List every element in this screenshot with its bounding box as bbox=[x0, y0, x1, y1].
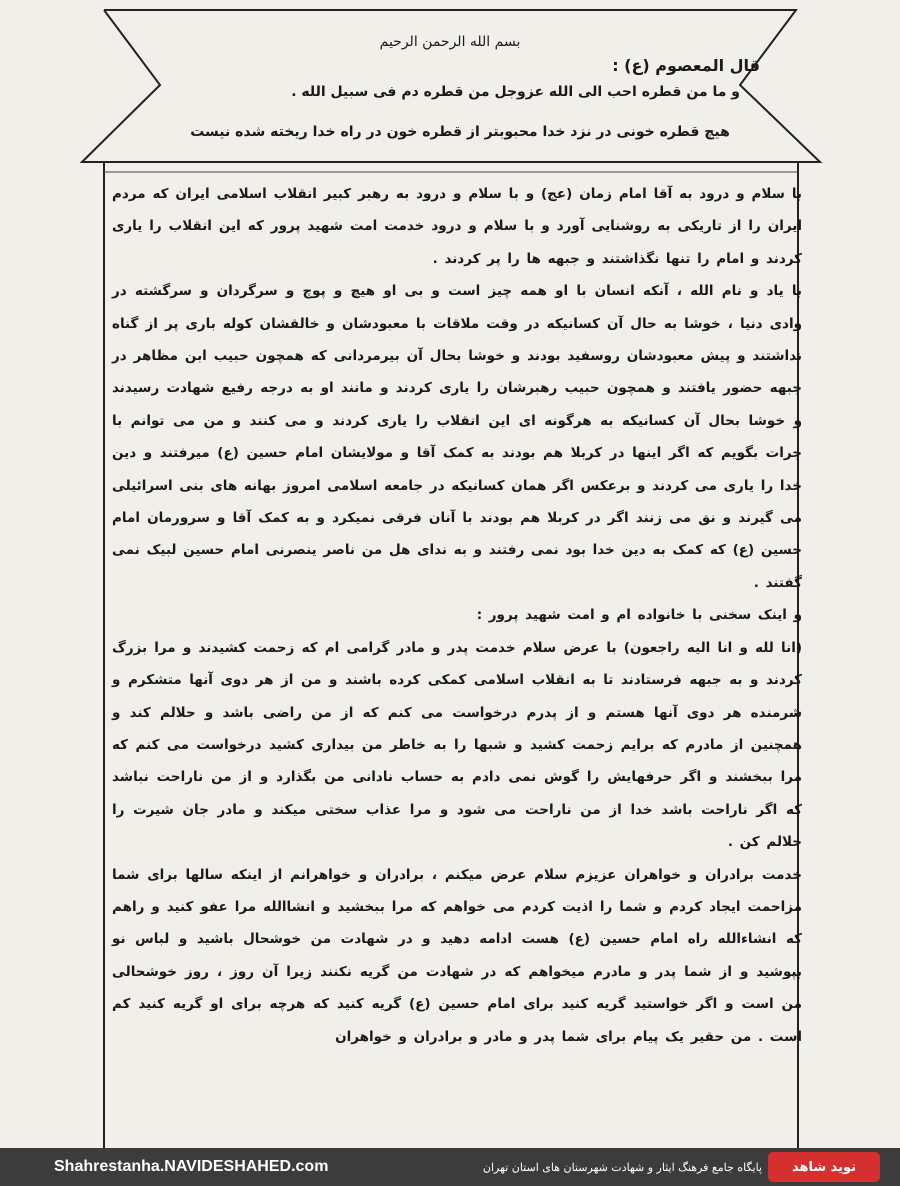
persian-translation: هیچ قطره خونی در نزد خدا محبوبتر از قطره خون در راه خدا ریخته شده نیست bbox=[190, 124, 730, 140]
site-url-link[interactable]: Shahrestanha.NAVIDESHAHED.com bbox=[54, 1158, 329, 1175]
paragraph-address: و اینک سخنی با خانواده ام و امت شهید پرور : bbox=[476, 607, 802, 624]
footer-tagline: پایگاه جامع فرهنگ ایثار و شهادت شهرستان های استان تهران bbox=[482, 1160, 762, 1174]
paragraph-greeting: با سلام و درود به آقا امام زمان (عج) و با سلام و درود به رهبر کبیر انقلاب اسلامی ایران که مردم ایران را از تاریکی به روشنایی آورد و با سلام و درود خدمت امت شهید پرور که این انقلاب را یاری کردند و امام را تنها نگذاشتند و جبهه ها را پر کردند . bbox=[112, 186, 802, 267]
navideshahed-logo-icon[interactable]: نوید شاهد bbox=[768, 1152, 880, 1182]
paragraph-main: با یاد و نام الله ، آنکه انسان با او همه چیز است و بی او هیچ و پوچ و سرگردان و سرگشته در وادی دنیا ، خوشا به حال آن کسانیکه در وقت ملاقات با معبودشان و خالقشان کوله باری پر از گناه نداشتند و پیش معبودشان روسفید بودند و خوشا بحال آن بیرمردانی که همچون حبیب ابن مظاهر در جبهه حضور یافتند و همچون حبیب رهبرشان را یاری کردند و مانند او به درجه رفیع شهادت رسیدند و خوشا بحال آن کسانیکه به هرگونه ای این انقلاب را یاری کردند و می کنند و من می توانم با جرات بگویم که اگر اینها در کربلا هم بودند به کمک آقا و مولایشان امام حسین (ع) میرفتند و دین خدا را یاری می کردند و برعکس اگر همان کسانیکه در جامعه اسلامی امروز بهانه های بنی اسرائیلی می گیرند و نق می زنند اگر در کربلا هم بودند با آنان فرقی نمیکرد و به کمک آقا و سرورمان امام حسین (ع) که کمک به دین خدا بود نمی رفتند و به ندای هل من ناصر ینصرنی امام حسین لبیک نمی گفتند . bbox=[112, 283, 802, 591]
quote-attribution: قال المعصوم (ع) : bbox=[612, 56, 760, 75]
basmala: بسم الله الرحمن الرحیم bbox=[379, 34, 521, 50]
arabic-quote: و ما من قطره احب الی الله عزوجل من قطره دم فی سبیل الله . bbox=[291, 84, 740, 100]
letter-body bbox=[112, 178, 802, 1053]
brand bbox=[483, 1152, 880, 1182]
site-footer bbox=[0, 1148, 900, 1186]
paragraph-siblings: خدمت برادران و خواهران عزیزم سلام عرض میکنم ، برادران و خواهرانم از اینکه سالها برای شما مزاحمت ایجاد کردم و شما را اذیت کردم می خواهم که مرا ببخشید و انشاالله مرا عفو کنید و راهم که انشاءالله راه امام حسین (ع) هست ادامه دهید و در شهادت من خوشحال باشید و لباس نو بپوشید و از شما پدر و مادرم میخواهم که در شهادت من گریه نکنند زیرا آن روز ، روز خوشحالی من است و اگر خواستید گریه کنید برای امام حسین (ع) گریه کنید که هرچه برای او گریه کنید کم است . من حقیر یک پیام برای شما پدر و مادر و برادران و خواهران bbox=[112, 866, 802, 1045]
paragraph-parents: (انا لله و انا الیه راجعون) با عرض سلام خدمت پدر و مادر گرامی ام که زحمت کشیدند و مرا بزرگ کردند و به جبهه فرستادند تا به انقلاب اسلامی کمکی کرده باشند و من از هر دوی آنها متشکرم و شرمنده هر دوی آنها هستم و از پدرم درخواست می کنم که از من راضی باشد و حلالم کند و همچنین از مادرم که برایم زحمت کشید و شبها را به خاطر من بیداری کشید درخواست می کنم که مرا ببخشند و اگر حرفهایش را گوش نمی دادم به حساب نادانی من بگذارد و از من ناراحت نباشد که اگر ناراحت باشد خدا از من ناراحت می شود و مرا عذاب سختی میکند و مادر جان شیرت را حلالم کن . bbox=[112, 639, 802, 851]
